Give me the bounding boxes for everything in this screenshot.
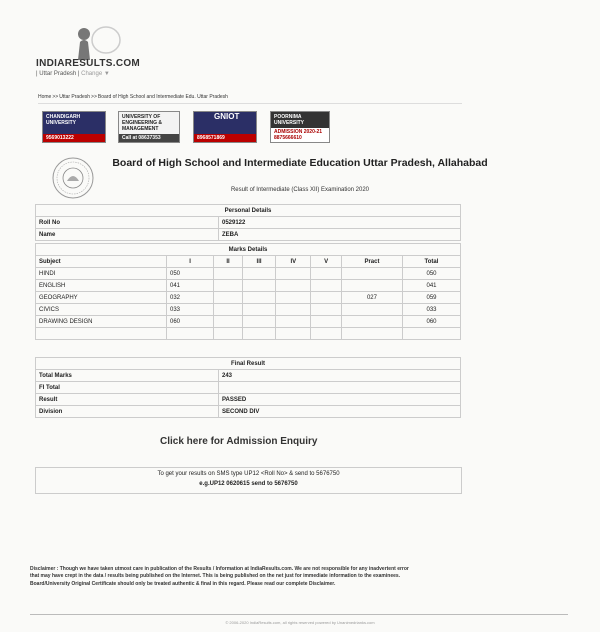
table-row-empty bbox=[36, 328, 461, 340]
marks-cell bbox=[276, 292, 311, 304]
marks-cell bbox=[276, 268, 311, 280]
roll-no-label: Roll No bbox=[36, 217, 219, 229]
subject-cell: DRAWING DESIGN bbox=[36, 316, 167, 328]
table-row bbox=[36, 292, 461, 304]
admission-enquiry-link[interactable]: Click here for Admission Enquiry bbox=[160, 436, 318, 447]
breadcrumb-separator: >> bbox=[91, 94, 97, 100]
name-value: ZEBA bbox=[219, 229, 461, 241]
col-header: V bbox=[311, 256, 342, 268]
table-row bbox=[36, 280, 461, 292]
marks-cell: 032 bbox=[167, 292, 214, 304]
division-label: Division bbox=[36, 406, 219, 418]
breadcrumb bbox=[38, 94, 228, 100]
table-row bbox=[36, 268, 461, 280]
pract-cell bbox=[341, 316, 402, 328]
ad-banner-gniot[interactable] bbox=[193, 111, 257, 143]
marks-cell bbox=[311, 280, 342, 292]
ad-banner-chandigarh[interactable] bbox=[42, 111, 106, 143]
subject-cell: GEOGRAPHY bbox=[36, 292, 167, 304]
subject-cell: HINDI bbox=[36, 268, 167, 280]
marks-cell bbox=[214, 280, 243, 292]
banner-title: POORNIMA UNIVERSITY bbox=[274, 114, 305, 126]
personal-details-table bbox=[35, 204, 461, 241]
logo-text[interactable]: INDIARESULTS.COM bbox=[36, 58, 141, 69]
ad-banner-uem[interactable] bbox=[118, 111, 180, 143]
result-value: PASSED bbox=[219, 394, 461, 406]
pract-cell bbox=[341, 268, 402, 280]
footer-copyright: © 2006-2020 IndiaResults.com, all rights reserved powered by Unanimedrianks.com bbox=[225, 620, 375, 625]
ad-banner-poornima[interactable] bbox=[270, 111, 330, 143]
marks-cell bbox=[311, 292, 342, 304]
marks-cell bbox=[242, 316, 275, 328]
total-cell: 050 bbox=[403, 268, 461, 280]
marks-cell bbox=[242, 268, 275, 280]
marks-cell bbox=[242, 292, 275, 304]
col-header: II bbox=[214, 256, 243, 268]
subject-cell: CIVICS bbox=[36, 304, 167, 316]
sms-example: e.g.UP12 0620615 send to 5676750 bbox=[199, 481, 298, 487]
total-marks-value: 243 bbox=[219, 370, 461, 382]
marks-cell: 033 bbox=[167, 304, 214, 316]
marks-cell: 050 bbox=[167, 268, 214, 280]
col-header: Subject bbox=[36, 256, 167, 268]
marks-cell bbox=[242, 280, 275, 292]
subject-cell: ENGLISH bbox=[36, 280, 167, 292]
marks-cell bbox=[311, 268, 342, 280]
pract-cell: 027 bbox=[341, 292, 402, 304]
marks-cell bbox=[311, 304, 342, 316]
state-selector bbox=[36, 71, 110, 77]
pract-cell bbox=[341, 280, 402, 292]
breadcrumb-state[interactable]: Uttar Pradesh bbox=[59, 94, 91, 100]
banner-title: GNIOT bbox=[214, 112, 240, 121]
roll-no-value: 0529122 bbox=[219, 217, 461, 229]
col-header: Pract bbox=[341, 256, 402, 268]
marks-cell bbox=[276, 280, 311, 292]
marks-cell bbox=[214, 316, 243, 328]
exam-title: Result of Intermediate (Class XII) Examination 2020 bbox=[230, 187, 370, 193]
banner-phone: ADMISSION 2020-21 8875666610 bbox=[271, 128, 329, 142]
marks-cell bbox=[311, 316, 342, 328]
marks-cell bbox=[214, 268, 243, 280]
board-seal-icon bbox=[52, 157, 94, 199]
divider bbox=[38, 103, 462, 104]
marks-table bbox=[35, 243, 461, 340]
banner-phone: 8968571869 bbox=[194, 134, 256, 142]
marks-cell bbox=[242, 304, 275, 316]
banner-title: UNIVERSITY OF ENGINEERING & MANAGEMENT bbox=[122, 114, 163, 132]
total-cell: 059 bbox=[403, 292, 461, 304]
result-label: Result bbox=[36, 394, 219, 406]
personal-details-heading: Personal Details bbox=[36, 205, 461, 217]
pract-cell bbox=[341, 304, 402, 316]
breadcrumb-separator: >> bbox=[52, 94, 59, 100]
banner-title: CHANDIGARH UNIVERSITY bbox=[46, 114, 81, 126]
table-row bbox=[36, 304, 461, 316]
fi-total-label: FI Total bbox=[36, 382, 219, 394]
board-title: Board of High School and Intermediate Education Uttar Pradesh, Allahabad bbox=[112, 157, 488, 169]
final-result-heading: Final Result bbox=[36, 358, 461, 370]
total-marks-label: Total Marks bbox=[36, 370, 219, 382]
col-header: I bbox=[167, 256, 214, 268]
table-row bbox=[36, 316, 461, 328]
disclaimer-text: Disclaimer : Though we have taken utmost care in publication of the Results / Information at IndiaResults.com. We are not responsible for any inadvertent error that may have crept in the data / results being published on the Internet. This is being published on the net just for immediate information to the examinees. Board/University Original Certificate should only be treated authentic & final in this regard. Please read our complete Disclaimer. bbox=[30, 566, 409, 587]
name-label: Name bbox=[36, 229, 219, 241]
marks-cell bbox=[276, 316, 311, 328]
marks-cell bbox=[276, 304, 311, 316]
marks-cell bbox=[214, 304, 243, 316]
sms-instruction: To get your results on SMS type UP12 <Roll No> & send to 5676750 bbox=[157, 471, 340, 477]
change-state-link[interactable]: Change ▼ bbox=[81, 71, 110, 77]
indiaresults-logo-icon bbox=[70, 22, 122, 60]
breadcrumb-home[interactable]: Home bbox=[38, 94, 52, 100]
marks-cell: 060 bbox=[167, 316, 214, 328]
col-header: III bbox=[242, 256, 275, 268]
sms-info-box bbox=[35, 467, 462, 494]
breadcrumb-board: Board of High School and Intermediate Edu. Uttar Pradesh bbox=[97, 94, 228, 100]
state-label: | Uttar Pradesh | bbox=[36, 71, 80, 77]
marks-cell: 041 bbox=[167, 280, 214, 292]
col-header: IV bbox=[276, 256, 311, 268]
marks-details-heading: Marks Details bbox=[36, 244, 461, 256]
banner-phone: Call at 08637353 bbox=[119, 134, 179, 142]
total-cell: 060 bbox=[403, 316, 461, 328]
banner-phone: 9569013222 bbox=[43, 134, 105, 142]
fi-total-value bbox=[219, 382, 461, 394]
footer-divider bbox=[30, 614, 568, 615]
col-header: Total bbox=[403, 256, 461, 268]
total-cell: 041 bbox=[403, 280, 461, 292]
division-value: SECOND DIV bbox=[219, 406, 461, 418]
final-result-table bbox=[35, 357, 461, 418]
marks-cell bbox=[214, 292, 243, 304]
total-cell: 033 bbox=[403, 304, 461, 316]
